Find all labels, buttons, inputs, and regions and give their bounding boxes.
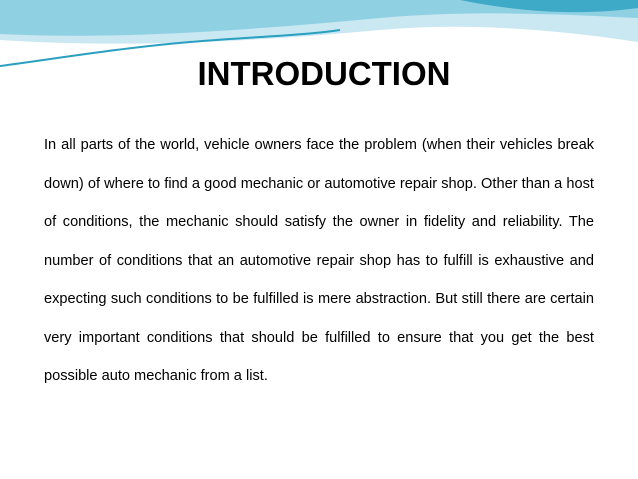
slide-title: INTRODUCTION	[197, 55, 451, 92]
slide-body-text: In all parts of the world, vehicle owners face the problem (when their vehicles break down) of where to find a good mechanic or automotive repair shop. Other than a host of conditions, the mechanic should satisfy the owner in fidelity and reliability. The number of conditions that an automotive repair shop has to fulfill is exhaustive and expecting such conditions to be fulfilled is mere abstraction. But still there are certain very important conditions that should be fulfilled to ensure that you get the best possible auto mechanic from a list.	[44, 137, 594, 384]
